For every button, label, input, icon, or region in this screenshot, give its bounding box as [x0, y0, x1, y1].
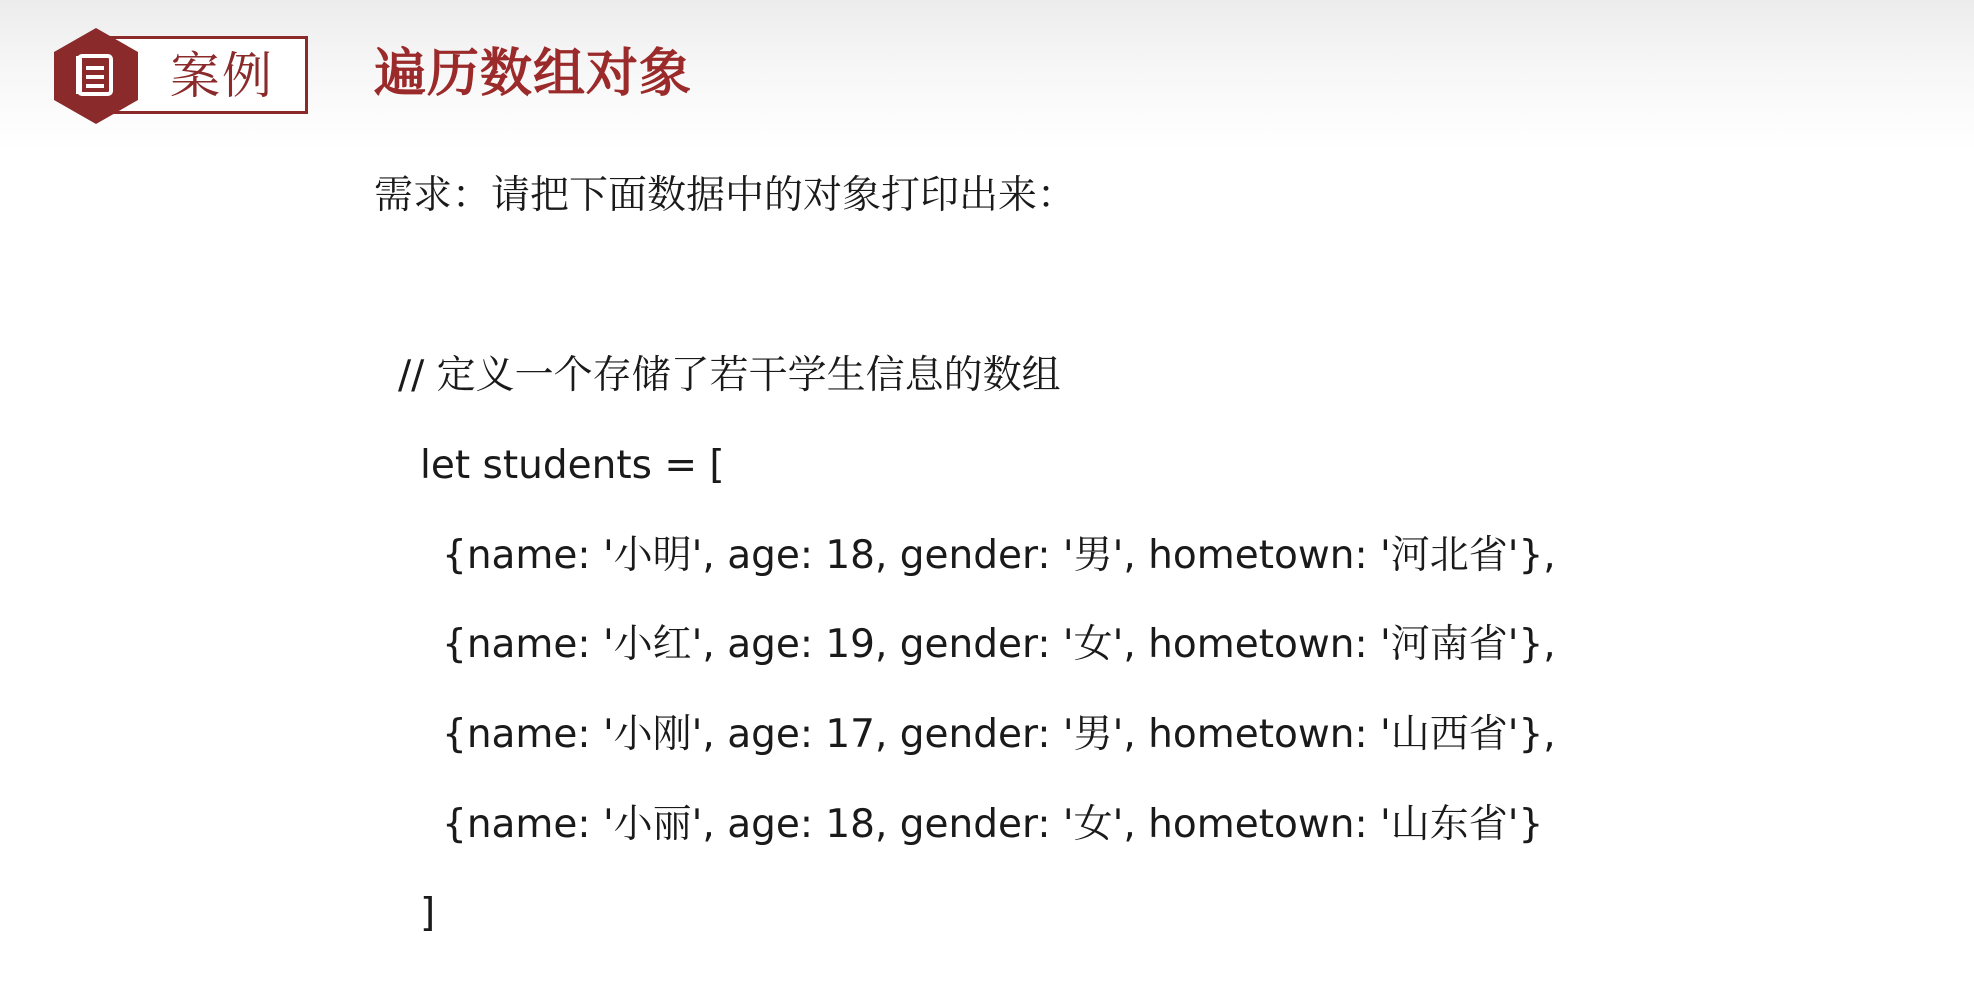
case-badge: [52, 26, 314, 126]
requirement-text: 需求：请把下面数据中的对象打印出来：: [374, 173, 1077, 218]
document-icon: [52, 26, 140, 126]
code-line-student-1: {name: '小明', age: 18, gender: '男', hometown: '河北省'},: [442, 533, 1556, 578]
code-line-student-4: {name: '小丽', age: 18, gender: '女', hometown: '山东省'}: [442, 802, 1544, 847]
code-line-declaration: let students = [: [420, 443, 725, 488]
page-title: 遍历数组对象: [374, 44, 693, 104]
code-comment-line: // 定义一个存储了若干学生信息的数组: [398, 353, 1061, 398]
code-line-student-2: {name: '小红', age: 19, gender: '女', hometown: '河南省'},: [442, 622, 1556, 667]
code-line-closing-bracket: ]: [420, 891, 436, 936]
case-badge-label: 案例: [170, 47, 274, 105]
code-line-student-3: {name: '小刚', age: 17, gender: '男', hometown: '山西省'},: [442, 712, 1556, 757]
